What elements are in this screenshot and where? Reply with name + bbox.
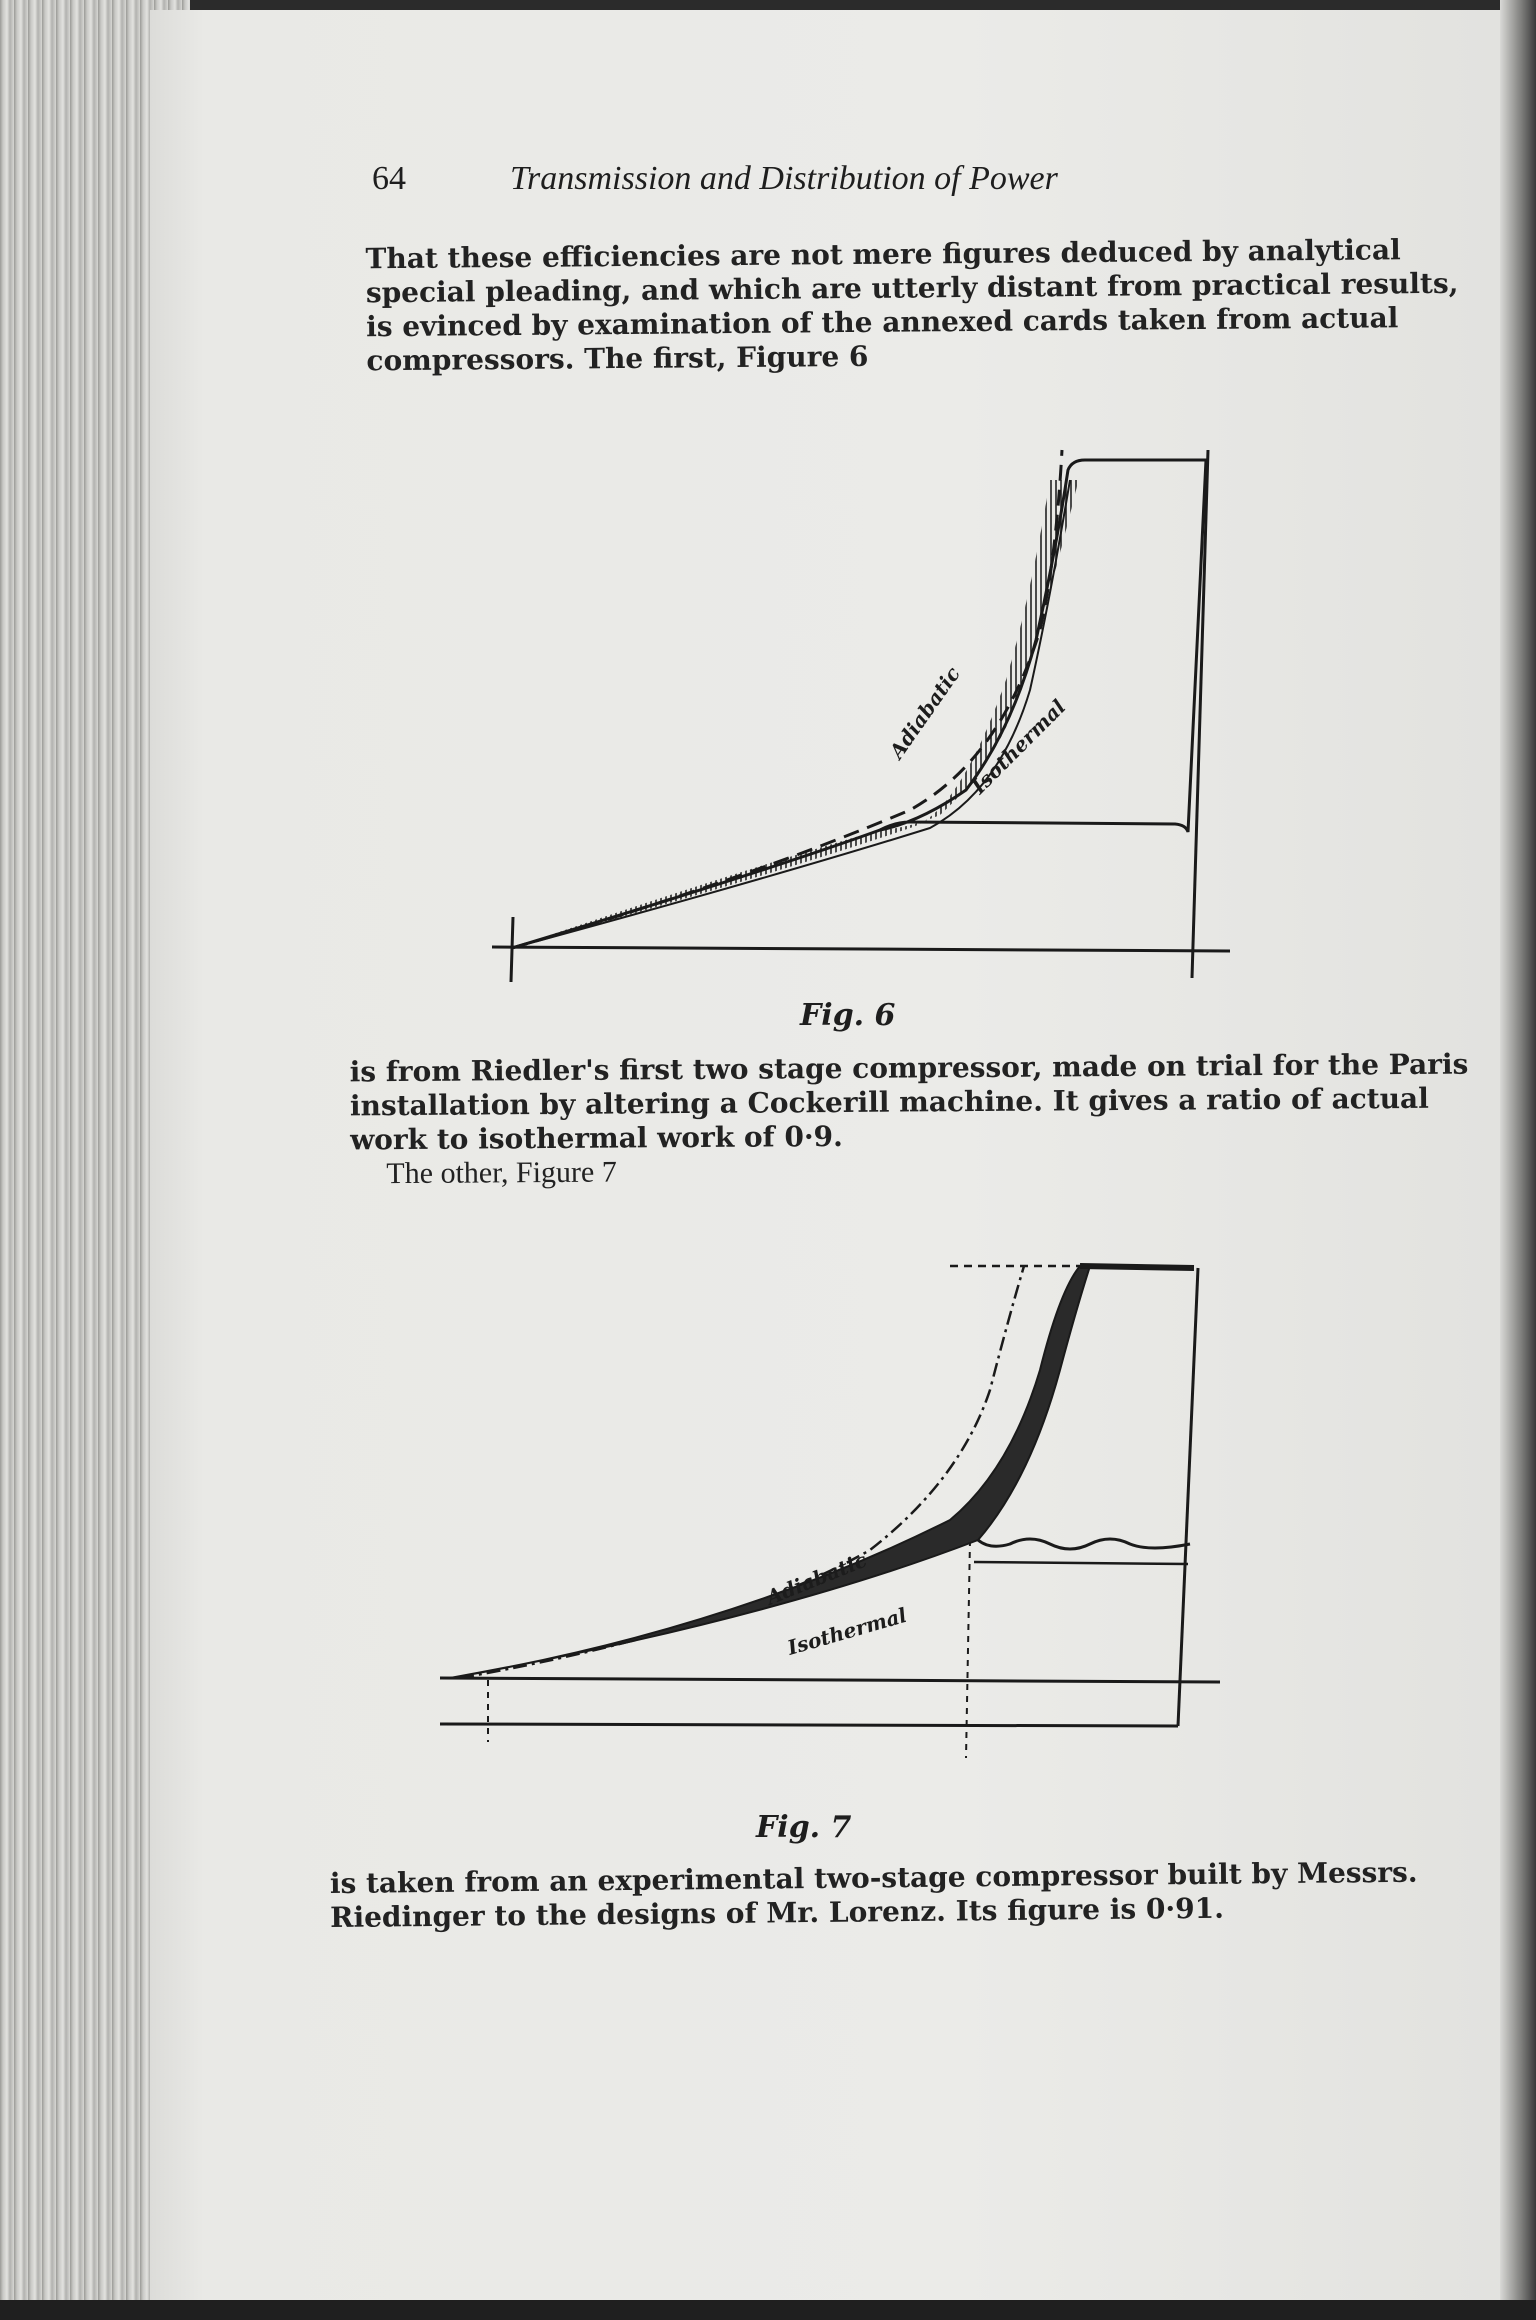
scan-bottom-border: [0, 2300, 1536, 2320]
figure-7-shaded-band: [450, 1266, 1090, 1678]
paragraph-2: [349, 1047, 1469, 1192]
paragraph-1-line: compressors. The first, Figure 6: [366, 339, 869, 378]
figure-7-adiabatic-curve: [460, 1266, 1024, 1678]
paragraph-3-line: is taken from an experimental two-stage compressor built by Messrs.: [329, 1855, 1418, 1901]
figure-6-origin-mark: [511, 917, 513, 982]
figure-6-svg: [440, 430, 1240, 990]
paragraph-2-continuation: The other, Figure 7: [386, 1155, 617, 1191]
paragraph-2-line: work to isothermal work of 0·9.: [350, 1119, 843, 1157]
figure-6-caption: Fig. 6: [800, 998, 896, 1033]
paragraph-2-line: is from Riedler's first two stage compressor, made on trial for the Paris: [349, 1047, 1469, 1089]
paragraph-3: [329, 1855, 1418, 1935]
paragraph-1-line: special pleading, and which are utterly distant from practical results,: [365, 266, 1459, 310]
page-number: 64: [372, 160, 406, 197]
figure-6-isothermal-label: Isothermal: [966, 694, 1071, 799]
paragraph-1-line: That these efficiencies are not mere figures deduced by analytical: [365, 233, 1401, 276]
paragraph-3-line: Riedinger to the designs of Mr. Lorenz. Its figure is 0·91.: [330, 1891, 1225, 1935]
paragraph-1-line: is evinced by examination of the annexed cards taken from actual: [366, 301, 1399, 344]
figure-7-lower-line: [440, 1724, 1178, 1726]
figure-7-indicator-diagram: [430, 1250, 1230, 1790]
figure-7-isothermal-label: Isothermal: [784, 1602, 910, 1660]
figure-7-delivery-line: [974, 1562, 1188, 1564]
scan-right-border: [1500, 0, 1536, 2320]
figure-6-adiabatic-label: Adiabatic: [884, 662, 965, 763]
figure-7-card-top: [1080, 1266, 1194, 1268]
running-title: Transmission and Distribution of Power: [510, 160, 1058, 197]
running-header: [372, 160, 1322, 220]
figure-7-wavy-line: [978, 1539, 1190, 1549]
paragraph-1: [365, 233, 1459, 379]
paragraph-2-line: installation by altering a Cockerill machine. It gives a ratio of actual: [349, 1081, 1429, 1123]
figure-7-adiabatic-label: Adiabatic: [762, 1547, 871, 1610]
figure-6-indicator-card: [512, 460, 1206, 948]
figure-6-hatched-area: [512, 480, 1078, 948]
figure-6-isothermal-curve: [512, 480, 1070, 948]
figure-6-adiabatic-curve: [512, 450, 1062, 948]
figure-6-indicator-diagram: [440, 430, 1240, 990]
figure-7-caption: Fig. 7: [756, 1810, 852, 1845]
figure-6-baseline: [492, 947, 1230, 951]
figure-7-baseline: [440, 1678, 1220, 1682]
figure-7-svg: [430, 1250, 1230, 1790]
figure-7-right-line: [1178, 1268, 1198, 1726]
